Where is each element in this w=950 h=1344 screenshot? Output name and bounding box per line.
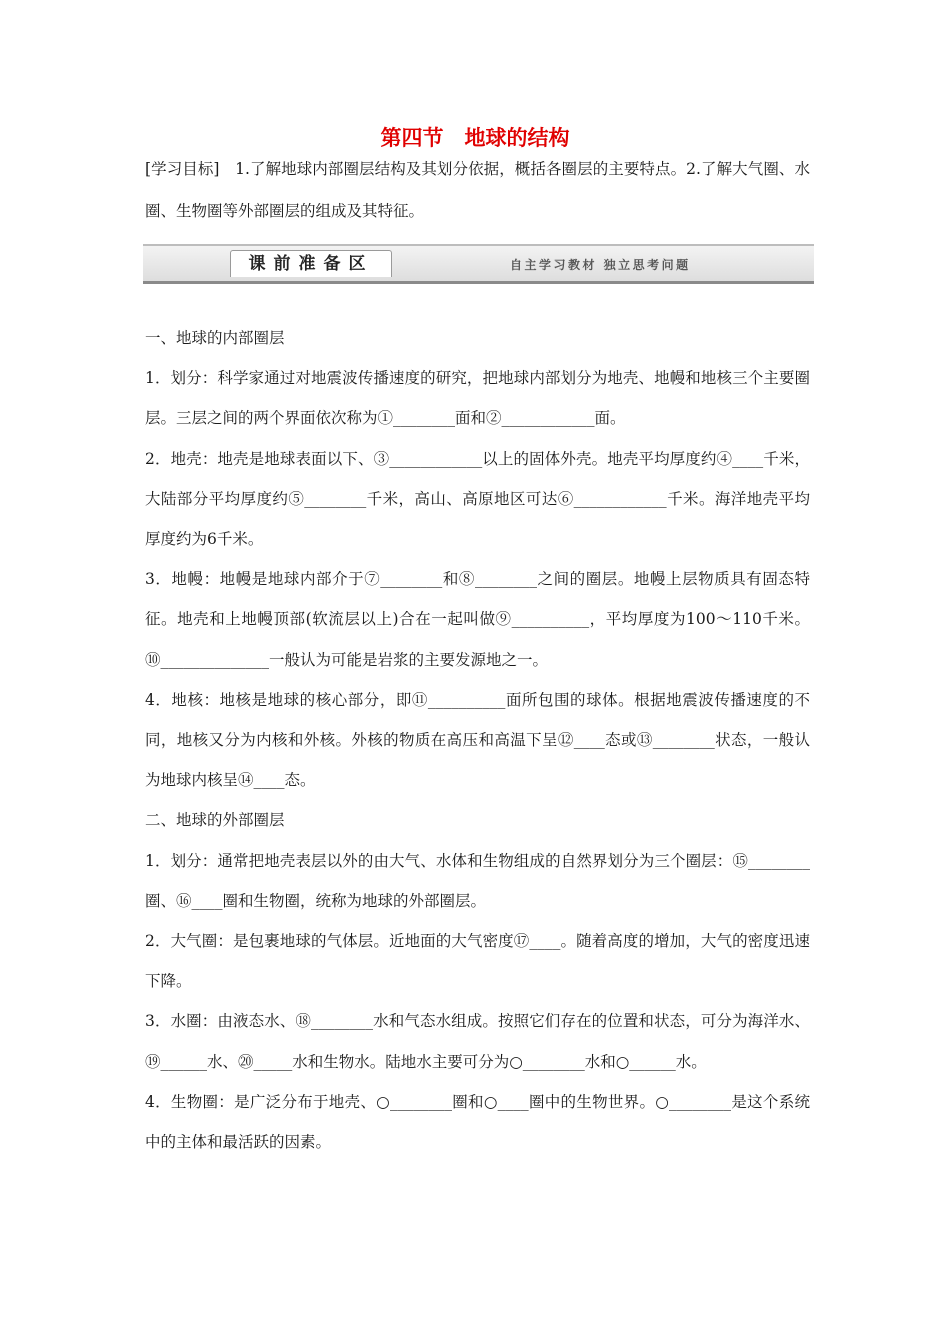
banner-top-rule <box>143 244 814 246</box>
paragraph-atmosphere: 2．大气圈：是包裹地球的气体层。近地面的大气密度⑰____。随着高度的增加，大气的密度迅速下降。 <box>145 932 810 991</box>
section-heading-internal: 一、地球的内部圈层 <box>145 329 285 347</box>
paragraph-division: 1．划分：科学家通过对地震波传播速度的研究，把地球内部划分为地壳、地幔和地核三个主要圈层。三层之间的两个界面依次称为①________面和②____________面。 <box>145 369 810 428</box>
worksheet-body <box>145 318 810 1162</box>
paragraph-core: 4．地核：地核是地球的核心部分，即⑪__________面所包围的球体。根据地震波传播速度的不同，地核又分为内核和外核。外核的物质在高压和高温下呈⑫____态或⑬________状态，一般认为地球内核呈⑭____态。 <box>145 690 810 790</box>
banner-tab-label: 课前准备区 <box>230 250 392 277</box>
banner-bottom-rule <box>143 281 814 284</box>
banner-slogan: 自主学习教材 独立思考问题 <box>510 258 691 272</box>
section-heading-external: 二、地球的外部圈层 <box>145 811 285 830</box>
paragraph-hydrosphere: 3．水圈：由液态水、⑱________水和气态水组成。按照它们存在的位置和状态，可分为海洋水、⑲______水、⑳_____水和生物水。陆地水主要可分为○________水和○______水。 <box>145 1012 810 1071</box>
paragraph-mantle: 3．地幔：地幔是地球内部介于⑦________和⑧________之间的圈层。地幔上层物质具有固态特征。地壳和上地幔顶部(软流层以上)合在一起叫做⑨__________，平均厚度为100～110千米。⑩______________一般认为可能是岩浆的主要发源地之一。 <box>145 570 810 669</box>
learning-goals: [学习目标] 1.了解地球内部圈层结构及其划分依据，概括各圈层的主要特点。2.了解大气圈、水圈、生物圈等外部圈层的组成及其特征。 <box>145 160 810 220</box>
paragraph-biosphere: 4．生物圈：是广泛分布于地壳、○________圈和○____圈中的生物世界。○________是这个系统中的主体和最活跃的因素。 <box>145 1092 810 1152</box>
section-banner <box>143 244 814 284</box>
page-title: 第四节 地球的结构 <box>380 125 570 150</box>
paragraph-crust: 2．地壳：地壳是地球表面以下、③____________以上的固体外壳。地壳平均厚度约④____千米，大陆部分平均厚度约⑤________千米，高山、高原地区可达⑥____________千米。海洋地壳平均厚度约为6千米。 <box>145 449 810 549</box>
paragraph-external-division: 1．划分：通常把地壳表层以外的由大气、水体和生物组成的自然界划分为三个圈层：⑮________圈、⑯____圈和生物圈，统称为地球的外部圈层。 <box>145 851 810 910</box>
